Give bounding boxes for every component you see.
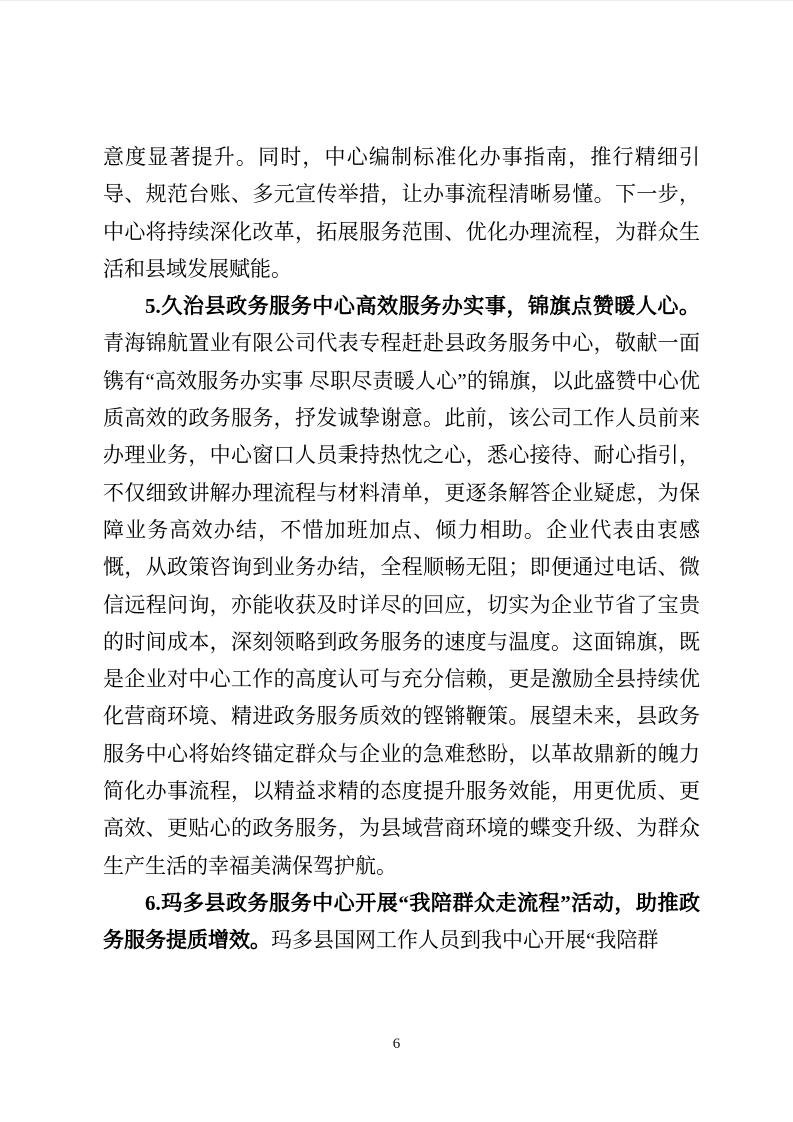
paragraph-section-5 [103,288,700,885]
paragraph-text: 意度显著提升。同时，中心编制标准化办事指南，推行精细引导、规范台账、多元宣传举措，让办事流程清晰易懂。下一步，中心将持续深化改革，拓展服务范围、优化办理流程，为群众生活和县域发展赋能。 [103,145,700,281]
paragraph-continuation [103,139,700,288]
section-6-heading: 6.玛多县政务服务中心开展“我陪群众走流程”活动，助推政务服务提质增效。 [103,890,700,953]
paragraph-text: 玛多县国网工作人员到我中心开展“我陪群 [271,928,659,953]
page-footer [0,1034,793,1054]
paragraph-section-6 [103,885,700,960]
paragraph-text: 青海锦航置业有限公司代表专程赶赴县政务服务中心，敬献一面镌有“高效服务办实事 尽职尽责暖人心”的锦旗，以此盛赞中心优质高效的政务服务，抒发诚挚谢意。此前，该公司工作人员前来办理业务，中心窗口人员秉持热忱之心，悉心接待、耐心指引，不仅细致讲解办理流程与材料清单，更逐条解答企业疑虑，为保障业务高效办结，不惜加班加点、倾力相助。企业代表由衷感慨，从政策咨询到业务办结，全程顺畅无阻；即便通过电话、微信远程问询，亦能收获及时详尽的回应，切实为企业节省了宝贵的时间成本，深刻领略到政务服务的速度与温度。这面锦旗，既是企业对中心工作的高度认可与充分信赖，更是激励全县持续优化营商环境、精进政务服务质效的铿锵鞭策。展望未来，县政务服务中心将始终锚定群众与企业的急难愁盼，以革故鼎新的魄力简化办事流程，以精益求精的态度提升服务效能，用更优质、更高效、更贴心的政务服务，为县域营商环境的蝶变升级、为群众生产生活的幸福美满保驾护航。 [103,331,700,878]
document-body [103,139,700,960]
page-number: 6 [392,1036,401,1052]
section-5-heading: 5.久治县政务服务中心高效服务办实事，锦旗点赞暖人心。 [145,294,700,319]
